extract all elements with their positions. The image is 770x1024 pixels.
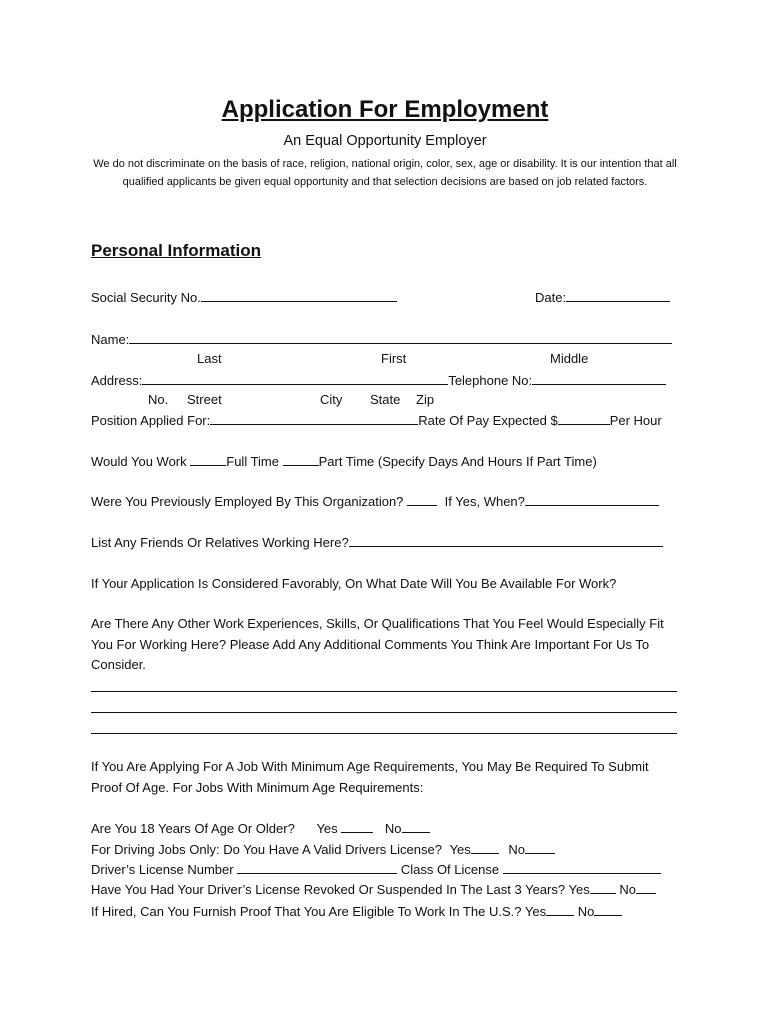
eligible-row	[91, 903, 622, 920]
revoked-yes-field[interactable]	[590, 881, 616, 894]
revoked-row	[91, 881, 656, 898]
min-age-notice: If You Are Applying For A Job With Minimum Age Requirements, You May Be Required To Submit Proof Of Age. For Jobs With Minimum Age Requirements:	[91, 759, 649, 795]
name-row	[91, 331, 672, 348]
age18-row	[91, 820, 430, 837]
driving-yes-field[interactable]	[471, 841, 499, 854]
driving-no-field[interactable]	[525, 841, 555, 854]
addr-zip-caption: Zip	[416, 392, 435, 407]
telephone-field[interactable]	[532, 372, 666, 385]
address-field[interactable]	[142, 372, 448, 385]
date-field[interactable]	[566, 289, 670, 302]
section-title: Personal Information	[91, 241, 262, 260]
age18-no-field[interactable]	[402, 820, 430, 833]
if-yes-when-field[interactable]	[525, 493, 659, 506]
rate-field[interactable]	[558, 412, 610, 425]
per-hour-label: Per Hour	[609, 413, 662, 428]
name-first-caption: First	[381, 351, 407, 366]
age18-no-label: No	[384, 821, 402, 836]
prev-employed-label: Were You Previously Employed By This Organization?	[91, 494, 404, 509]
name-field[interactable]	[129, 331, 672, 344]
revoked-label: Have You Had Your Driver’s License Revoked Or Suspended In The Last 3 Years?	[91, 882, 566, 897]
driving-yes-label: Yes	[449, 842, 471, 857]
license-number-field[interactable]	[237, 861, 397, 874]
part-time-label: Part Time (Specify Days And Hours If Part Time)	[318, 454, 597, 469]
comments-line-2[interactable]	[91, 712, 677, 713]
age18-label: Are You 18 Years Of Age Or Older?	[91, 821, 295, 836]
other-experience-question: Are There Any Other Work Experiences, Skills, Or Qualifications That You Feel Would Especially Fit You For Working Here? Please Add Any Additional Comments You Think Are Important For Us To Consider.	[91, 616, 664, 672]
would-work-label: Would You Work	[91, 454, 187, 469]
telephone-label: Telephone No:	[448, 373, 533, 388]
addr-state-caption: State	[370, 392, 401, 407]
eligible-no-field[interactable]	[594, 903, 622, 916]
full-time-field[interactable]	[190, 453, 226, 466]
eligible-label: If Hired, Can You Furnish Proof That You Are Eligible To Work In The U.S.?	[91, 904, 522, 919]
friends-label: List Any Friends Or Relatives Working Here?	[91, 535, 349, 550]
address-row	[91, 372, 666, 389]
full-time-label: Full Time	[226, 454, 279, 469]
revoked-yes-label: Yes	[568, 882, 590, 897]
name-label: Name:	[91, 332, 130, 347]
date-label: Date:	[535, 290, 567, 305]
ssn-field[interactable]	[201, 289, 397, 302]
addr-no-caption: No.	[148, 392, 169, 407]
position-field[interactable]	[210, 412, 418, 425]
date-row	[535, 289, 670, 306]
license-class-field[interactable]	[503, 861, 661, 874]
eeo-notice: We do not discriminate on the basis of race, religion, national origin, color, sex, age or disability. It is our intention that all qualified applicants be given equal opportunity and that selection decisions are based on job related factors.	[93, 158, 677, 188]
prev-employed-row	[91, 493, 659, 510]
license-row	[91, 861, 661, 878]
eligible-yes-field[interactable]	[546, 903, 574, 916]
driving-label: For Driving Jobs Only: Do You Have A Valid Drivers License?	[91, 842, 442, 857]
comments-line-3[interactable]	[91, 733, 677, 734]
page-title: Application For Employment	[221, 96, 549, 123]
eligible-no-label: No	[577, 904, 595, 919]
address-label: Address:	[91, 373, 143, 388]
friends-row	[91, 534, 663, 551]
addr-city-caption: City	[320, 392, 343, 407]
work-type-row	[91, 453, 597, 470]
name-middle-caption: Middle	[550, 351, 589, 366]
driving-row	[91, 841, 555, 858]
license-number-label: Driver’s License Number	[91, 862, 234, 877]
revoked-no-label: No	[619, 882, 636, 897]
name-last-caption: Last	[197, 351, 222, 366]
driving-no-label: No	[508, 842, 526, 857]
comments-line-1[interactable]	[91, 691, 677, 692]
eligible-yes-label: Yes	[524, 904, 547, 919]
ssn-label: Social Security No.	[91, 290, 201, 305]
revoked-no-field[interactable]	[636, 881, 656, 894]
page-subtitle: An Equal Opportunity Employer	[283, 133, 487, 149]
prev-employed-field[interactable]	[407, 493, 437, 506]
part-time-field[interactable]	[283, 453, 319, 466]
if-yes-when-label: If Yes, When?	[444, 494, 525, 509]
position-label: Position Applied For:	[91, 413, 211, 428]
position-row	[91, 412, 662, 429]
age18-yes-label: Yes	[316, 821, 338, 836]
rate-label: Rate Of Pay Expected $	[418, 413, 558, 428]
age18-yes-field[interactable]	[341, 820, 373, 833]
available-date-question: If Your Application Is Considered Favorably, On What Date Will You Be Available For Work?	[91, 576, 617, 591]
friends-field[interactable]	[349, 534, 663, 547]
license-class-label: Class Of License	[400, 862, 500, 877]
ssn-row	[91, 289, 397, 306]
addr-street-caption: Street	[187, 392, 222, 407]
